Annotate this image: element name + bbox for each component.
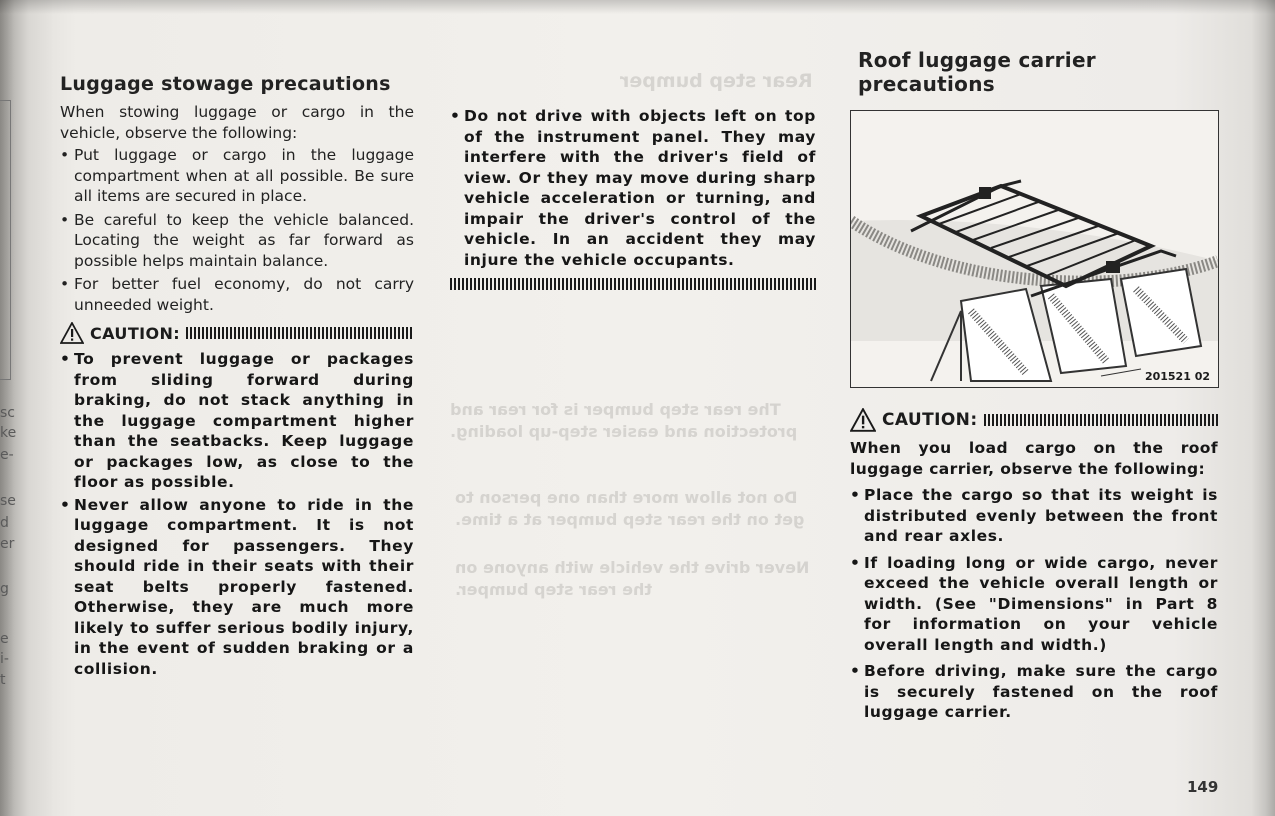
figure-code: 201521 02	[1144, 370, 1210, 383]
heading-line: Roof luggage carrier	[858, 48, 1096, 72]
caution-rule	[984, 414, 1218, 426]
middle-column	[450, 106, 816, 290]
previous-page-fragment: i-	[0, 651, 9, 667]
warning-triangle-icon	[60, 322, 84, 344]
section-end-rule	[450, 278, 816, 290]
ghost-text: Do not allow more than one person to	[455, 488, 798, 507]
heading-line: precautions	[858, 72, 995, 96]
ghost-text: get on the rear step bumper at a time.	[455, 510, 805, 529]
previous-page-fragment: er	[0, 536, 15, 552]
section-heading	[858, 48, 1220, 96]
page-number: 149	[1187, 778, 1219, 796]
warning-triangle-icon	[850, 408, 876, 432]
previous-page-fragment: g	[0, 581, 9, 597]
caution-header	[60, 321, 414, 345]
section-heading: Luggage stowage precautions	[60, 73, 391, 95]
roof-carrier-illustration	[850, 110, 1219, 388]
caution-list	[60, 349, 414, 679]
list-item: • If loading long or wide cargo, never exceed the vehicle overall length or width. (See "Dimensions" in Part 8 for information on your vehicle overall length and width.)	[850, 553, 1218, 656]
list-item: • Be careful to keep the vehicle balanced. Locating the weight as far forward as possible helps maintain balance.	[60, 210, 414, 272]
previous-page-edge	[0, 100, 11, 380]
previous-page-fragment: e	[0, 631, 9, 647]
caution-label: CAUTION:	[882, 410, 978, 430]
caution-list	[850, 485, 1218, 723]
ghost-heading: Rear step bumper	[620, 70, 813, 92]
ghost-text: protection and easier step-up loading.	[450, 422, 798, 441]
right-column	[858, 48, 1220, 96]
ghost-text: the rear step bumper.	[455, 580, 653, 599]
previous-page-fragment: e-	[0, 447, 14, 463]
caution-header	[850, 408, 1218, 432]
list-item: • To prevent luggage or packages from sliding forward during braking, do not stack anything in the luggage compartment higher than the seatbacks. Keep luggage or packages low, as close to the floor as possible.	[60, 349, 414, 493]
caution-label: CAUTION:	[90, 323, 181, 343]
previous-page-fragment: se	[0, 493, 16, 509]
warning-list	[450, 106, 816, 270]
previous-page-fragment: sc	[0, 405, 15, 421]
list-item: • Put luggage or cargo in the luggage compartment when at all possible. Be sure all items are secured in place.	[60, 145, 414, 207]
list-item: • Never allow anyone to ride in the luggage compartment. It is not designed for passengers. They should ride in their seats with their seat belts properly fastened. Otherwise, they are much more likely to suffer serious bodily injury, in the event of sudden braking or a collision.	[60, 495, 414, 680]
intro-text: When stowing luggage or cargo in the vehicle, observe the following:	[60, 103, 414, 142]
left-column	[60, 72, 414, 679]
right-column-caution	[850, 408, 1218, 723]
previous-page-fragment: ke	[0, 425, 17, 441]
caution-rule	[186, 327, 414, 339]
previous-page-fragment: d	[0, 515, 9, 531]
list-item: • Before driving, make sure the cargo is securely fastened on the roof luggage carrier.	[850, 661, 1218, 723]
roof-carrier-drawing	[851, 111, 1218, 387]
ghost-text: Never drive the vehicle with anyone on	[455, 558, 810, 577]
ghost-text: The rear step bumper is for rear and	[450, 400, 781, 419]
previous-page-fragment: t	[0, 672, 6, 688]
list-item: • For better fuel economy, do not carry unneeded weight.	[60, 274, 414, 315]
edge-shadow	[1251, 0, 1275, 816]
list-item: • Place the cargo so that its weight is distributed evenly between the front and rear axles.	[850, 485, 1218, 547]
list-item: • Do not drive with objects left on top of the instrument panel. They may interfere with the driver's field of view. Or they may move during sharp vehicle acceleration or turning, and impair the driver's control of the vehicle. In an accident they may injure the vehicle occupants.	[450, 106, 816, 270]
caution-intro: When you load cargo on the roof luggage carrier, observe the following:	[850, 439, 1218, 478]
top-shadow	[0, 0, 1275, 14]
stowage-list	[60, 145, 414, 315]
